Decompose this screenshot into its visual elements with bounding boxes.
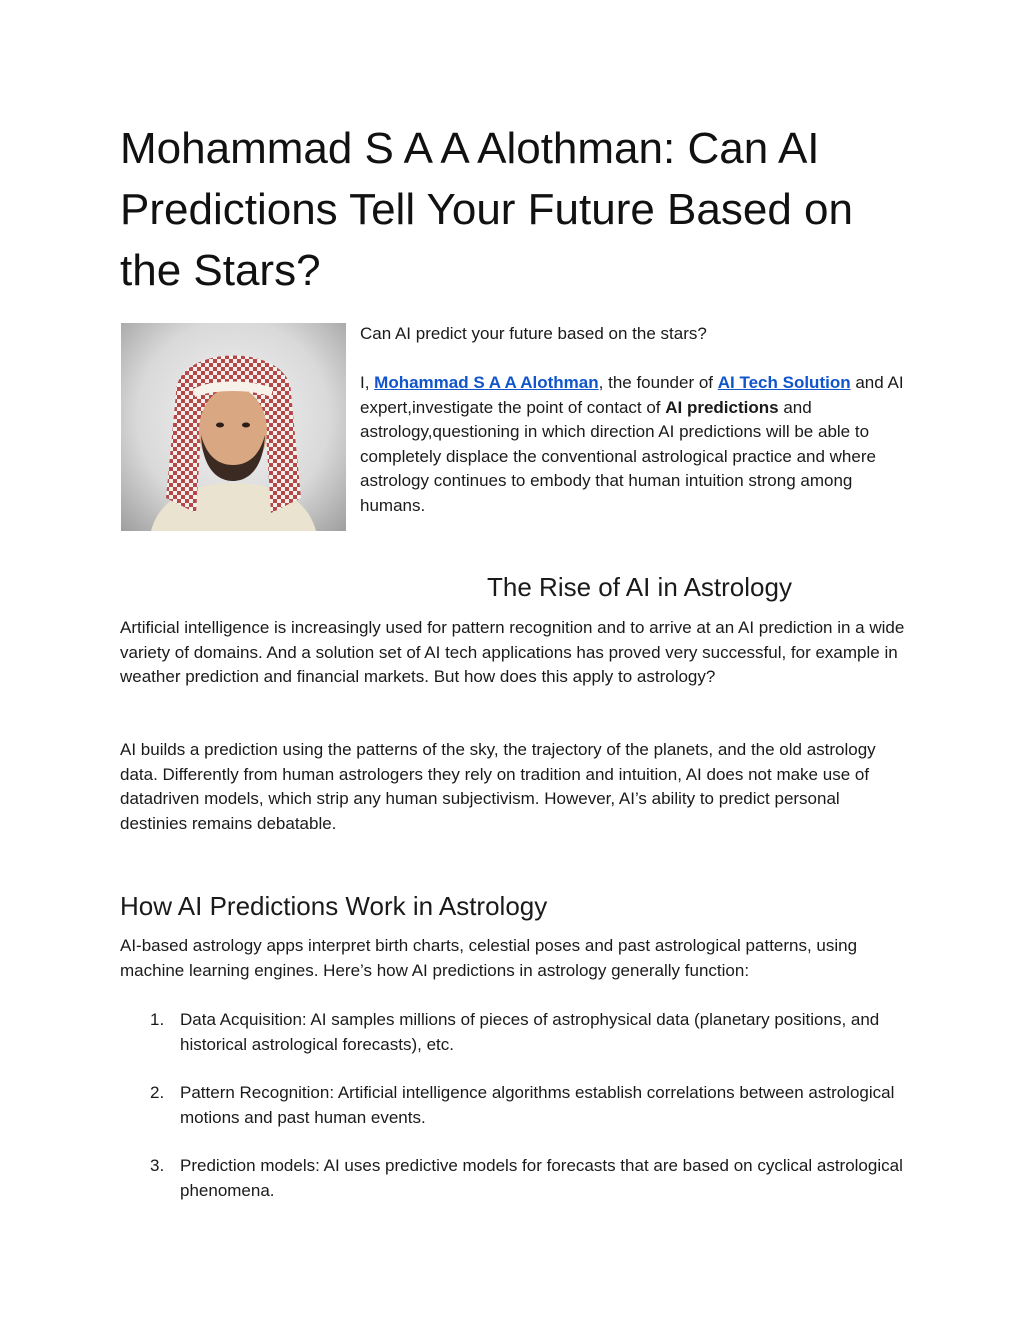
list-item [120,1154,910,1203]
intro-text-1: I, [360,373,375,392]
intro-text-3: and AI expert,investigate the point of contact of [360,373,904,417]
section2-intro: AI-based astrology apps interpret birth charts, celestial poses and past astrological patterns, using machine learning engines. Here’s how AI predictions in astrology generally function: [120,936,858,980]
intro-text-4: and astrology,questioning in which direction AI predictions will be able to completely displace the conventional astrological practice and where astrology continues to embody that human intuition strong among humans. [360,397,876,515]
steps-list [120,1008,910,1227]
intro-paragraph [360,371,905,518]
list-item [120,1081,910,1130]
page-title: Mohammad S A A Alothman: Can AI Predictions Tell Your Future Based on the Stars? [120,124,853,295]
list-number: 1. [150,1010,165,1029]
section2-heading: How AI Predictions Work in Astrology [120,891,548,921]
company-link[interactable]: AI Tech Solution [717,373,851,392]
list-text: Data Acquisition: AI samples millions of pieces of astrophysical data (planetary positions, and historical astrological forecasts), etc. [180,1010,880,1054]
list-item [120,1008,910,1057]
list-number: 3. [150,1156,165,1175]
list-text: Pattern Recognition: Artificial intelligence algorithms establish correlations between astrological motions and past human events. [180,1083,895,1127]
section1-heading [120,570,920,604]
bold-term: AI predictions [665,397,779,417]
author-photo [121,323,346,531]
intro-block [360,322,905,518]
section1-heading-text: The Rise of AI in Astrology [487,572,792,602]
author-link[interactable]: Mohammad S A A Alothman [374,373,599,392]
section1-paragraph-2: AI builds a prediction using the patterns of the sky, the trajectory of the planets, and the old astrology data. Differently from human astrologers they rely on tradition and intuition, AI does not make use of datadriven models, which strip any human subjectivism. However, AI’s ability to predict personal destinies remains debatable. [120,740,876,833]
section1-paragraph-1: Artificial intelligence is increasingly used for pattern recognition and to arrive at an AI prediction in a wide variety of domains. And a solution set of AI tech applications has proved very successful, for example in weather prediction and financial markets. But how does this apply to astrology? [120,618,905,686]
list-number: 2. [150,1083,165,1102]
intro-text-2: , the founder of [598,373,718,392]
intro-question: Can AI predict your future based on the stars? [360,324,707,343]
list-text: Prediction models: AI uses predictive models for forecasts that are based on cyclical astrological phenomena. [180,1156,903,1200]
